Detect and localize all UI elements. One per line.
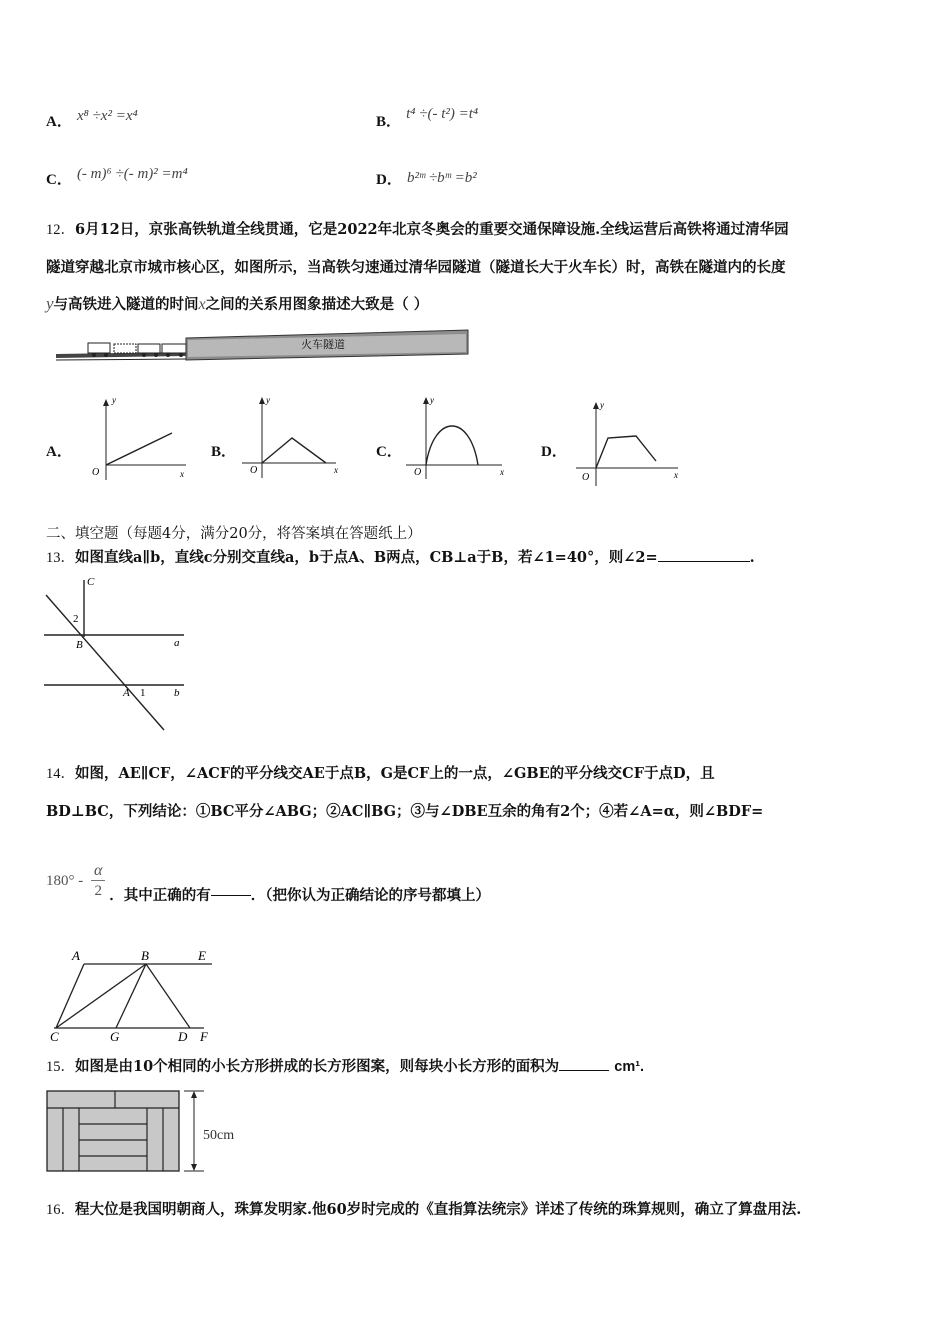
q13-end: . [749, 549, 755, 566]
formula-head: 180° - [46, 873, 84, 889]
q14-line2 [46, 802, 763, 822]
label-d: D [178, 1029, 188, 1044]
axis-x-label: x [500, 467, 504, 477]
option-expr: x⁸ ÷x² =x⁴ [76, 108, 138, 124]
origin-label: O [250, 465, 258, 476]
label-c: C [87, 576, 95, 588]
q12-text-3a: 与高铁进入隧道的时间 [53, 296, 199, 313]
question-number: 16． [46, 1202, 75, 1218]
q15-figure [46, 1088, 256, 1178]
section-heading: 二、填空题（每题4分，满分20分，将答案填在答题纸上） [46, 526, 422, 542]
option-label: D． [376, 172, 402, 188]
label-f: F [200, 1029, 208, 1044]
answer-blank[interactable] [211, 895, 251, 896]
label-angle-2: 2 [73, 613, 79, 625]
q11-option-b [376, 106, 479, 131]
q12-graph-b [238, 393, 348, 483]
origin-label: O [414, 467, 422, 478]
option-expr: b²ᵐ ÷bᵐ =b² [406, 170, 477, 186]
q16-text: 程大位是我国明朝商人，珠算发明家.他60岁时完成的《直指算法统宗》详述了传统的珠算规则，确立了算盘用法. [75, 1201, 802, 1218]
question-number: 13． [46, 550, 75, 566]
q12-option-a-label: A． [46, 444, 72, 460]
question-number: 12． [46, 222, 75, 238]
q12-graph-a [84, 395, 194, 485]
axis-x-label: x [674, 470, 678, 480]
axis-y-label: y [266, 395, 270, 405]
q14-text-3-end: ．（把你认为正确结论的序号都填上） [250, 886, 490, 904]
dimension-label: 50cm [203, 1128, 235, 1143]
fraction-numerator: α [94, 862, 103, 879]
label-e: E [198, 948, 206, 963]
q16-line [46, 1200, 801, 1220]
axis-x-label: x [334, 465, 338, 475]
q12-line2 [46, 258, 786, 278]
train-tunnel-figure [56, 326, 476, 366]
q15-unit: cm¹. [614, 1059, 645, 1075]
q11-option-d [376, 168, 477, 189]
q15-line [46, 1057, 644, 1077]
q12-graph-d [574, 398, 689, 490]
graph-curve [262, 438, 326, 463]
q12-text-2: 隧道穿越北京市城市核心区，如图所示，当高铁匀速通过清华园隧道（隧道长大于火车长）时，高铁在隧道内的长度 [46, 259, 786, 276]
axis-x-label: x [180, 469, 184, 479]
q15-text: 如图是由10个相同的小长方形拼成的长方形图案，则每块小长方形的面积为 [75, 1058, 560, 1075]
question-number: 15． [46, 1059, 75, 1075]
origin-label: O [582, 472, 590, 483]
axis-y-label: y [600, 400, 604, 410]
graph-curve [426, 426, 478, 465]
option-expr: t⁴ ÷(- t²) =t⁴ [406, 106, 479, 122]
label-a-point: A [123, 687, 130, 699]
q13-line [46, 548, 755, 568]
q12-graph-c [402, 393, 512, 483]
question-number: 14． [46, 766, 75, 782]
q11-option-c [46, 168, 188, 189]
axis-y-label: y [430, 395, 434, 405]
option-label: B． [376, 114, 402, 130]
q12-text-3b: 之间的关系用图象描述大致是（ ） [205, 296, 429, 313]
q12-line3 [46, 294, 428, 315]
q14-formula [46, 862, 490, 904]
var-x: x [198, 296, 206, 313]
label-line-b: b [174, 687, 180, 699]
fraction-denominator: 2 [94, 883, 102, 899]
label-c: C [50, 1029, 59, 1044]
q14-text-3: ．其中正确的有 [109, 886, 211, 904]
q14-line1 [46, 764, 715, 784]
graph-curve [106, 433, 172, 465]
q14-text-1: 如图，AE∥CF，∠ACF的平分线交AE于点B，G是CF上的一点，∠GBE的平分线交CF于点D，且 [75, 765, 715, 782]
q12-option-d-label: D． [541, 444, 567, 460]
label-angle-1: 1 [140, 687, 146, 699]
option-label: C． [46, 172, 72, 188]
label-b-point: B [76, 639, 83, 651]
q13-text: 如图直线a∥b，直线c分别交直线a，b于点A、B两点，CB⊥a于B，若∠1=40°，则∠2= [75, 549, 658, 566]
q12-line1 [46, 220, 789, 240]
option-expr: (- m)⁶ ÷(- m)² =m⁴ [76, 166, 188, 182]
answer-blank[interactable] [658, 561, 750, 562]
tunnel-label: 火车隧道 [301, 339, 345, 351]
label-line-a: a [174, 637, 180, 649]
q12-option-c-label: C． [376, 444, 402, 460]
q13-figure [44, 575, 194, 735]
q11-option-a [46, 110, 138, 131]
axis-y-label: y [112, 395, 116, 405]
option-label: A． [46, 114, 72, 130]
q14-figure [44, 944, 224, 1044]
q14-text-2: BD⊥BC，下列结论：①BC平分∠ABG；②AC∥BG；③与∠DBE互余的角有2个；④若∠A=α，则∠BDF= [46, 803, 764, 820]
var-y: y [46, 294, 54, 313]
fraction [91, 862, 105, 901]
answer-blank[interactable] [559, 1070, 609, 1071]
q12-text-1: 6月12日，京张高铁轨道全线贯通，它是2022年北京冬奥会的重要交通保障设施.全线运营后高铁将通过清华园 [75, 221, 789, 238]
q12-option-b-label: B． [211, 444, 237, 460]
graph-curve [596, 436, 656, 468]
label-a: A [72, 948, 80, 963]
label-b: B [141, 948, 149, 963]
origin-label: O [92, 467, 100, 478]
label-g: G [110, 1029, 120, 1044]
